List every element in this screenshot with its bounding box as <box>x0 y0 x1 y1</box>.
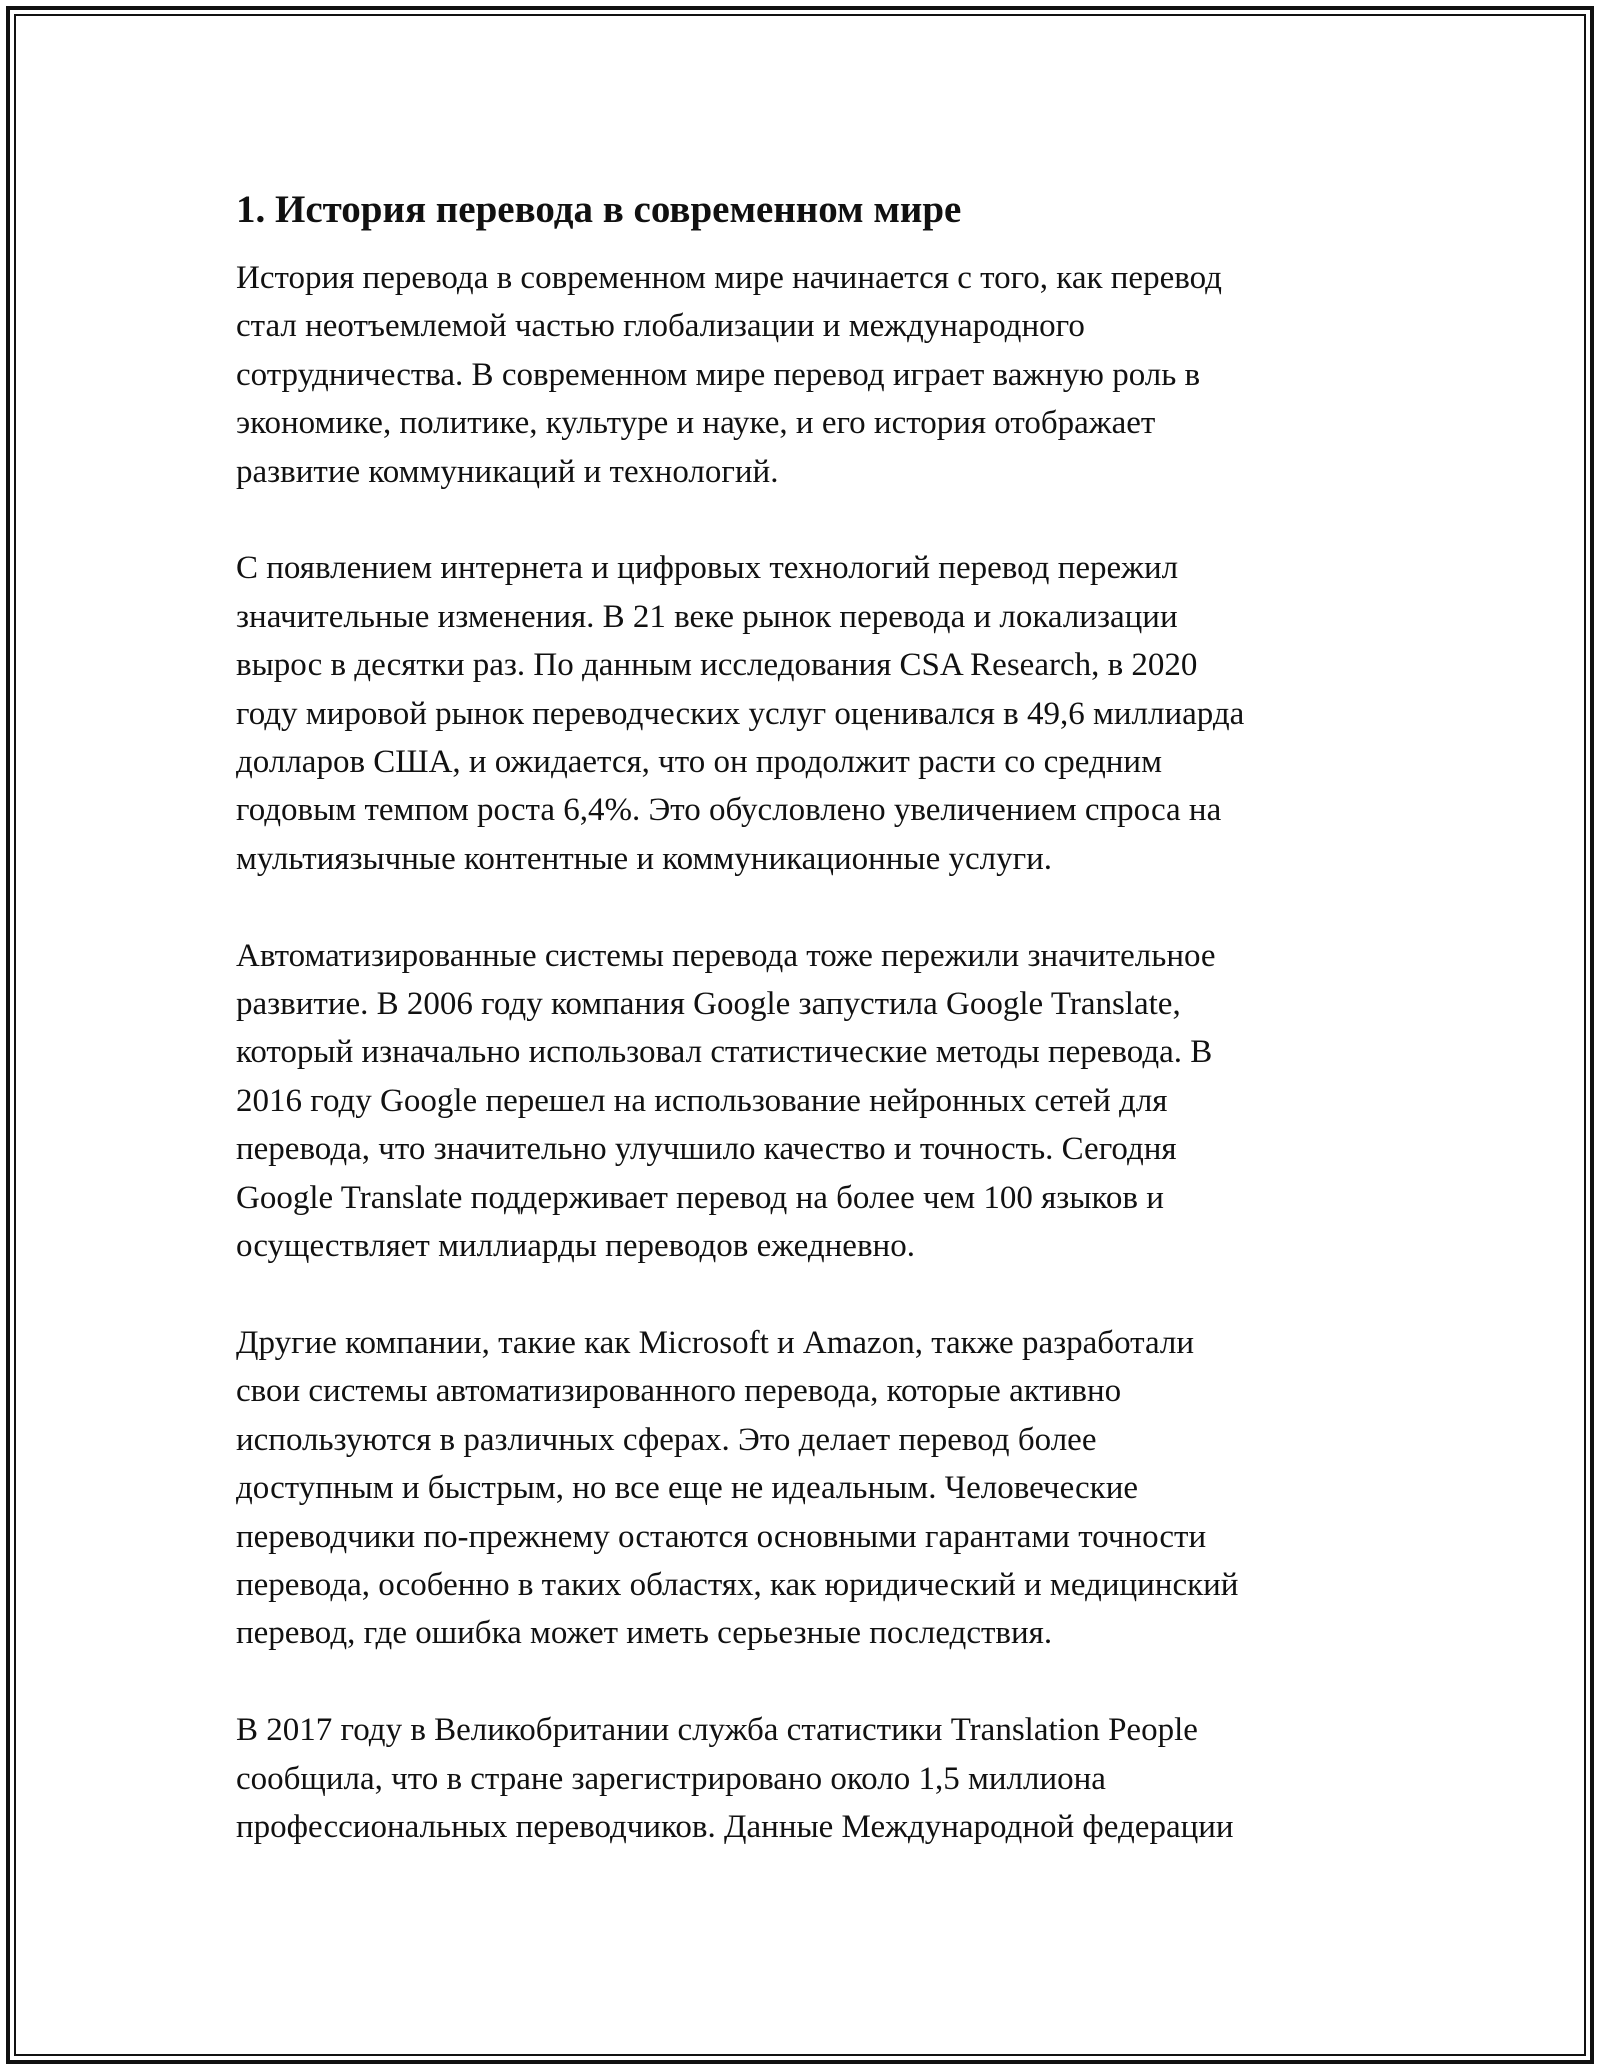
section-heading: 1. История перевода в современном мире <box>236 188 962 231</box>
text-line: используются в различных сферах. Это делает перевод более <box>236 1421 1097 1458</box>
paragraph-5 <box>236 1706 1366 1851</box>
text-line: перевода, что значительно улучшило качество и точность. Сегодня <box>236 1131 1177 1168</box>
text-line: свои системы автоматизированного перевода, которые активно <box>236 1373 1122 1410</box>
paragraph-2 <box>236 544 1366 883</box>
text-line: развитие. В 2006 году компания Google запустила Google Translate, <box>236 986 1181 1023</box>
text-line: Google Translate поддерживает перевод на более чем 100 языков и <box>236 1179 1164 1216</box>
text-line: сообщила, что в стране зарегистрировано около 1,5 миллиона <box>236 1760 1106 1797</box>
paragraph-3 <box>236 932 1366 1271</box>
text-line: долларов США, и ожидается, что он продолжит расти со средним <box>236 744 1162 781</box>
text-line: перевод, где ошибка может иметь серьезные последствия. <box>236 1615 1053 1652</box>
text-line: стал неотъемлемой частью глобализации и международного <box>236 308 1085 345</box>
text-line: Другие компании, такие как Microsoft и Amazon, также разработали <box>236 1324 1195 1361</box>
text-line: развитие коммуникаций и технологий. <box>236 453 779 490</box>
text-line: профессиональных переводчиков. Данные Международной федерации <box>236 1808 1234 1845</box>
text-line: вырос в десятки раз. По данным исследования CSA Research, в 2020 <box>236 647 1198 684</box>
document-body <box>236 186 1366 1851</box>
text-line: История перевода в современном мире начинается с того, как перевод <box>236 260 1222 296</box>
text-line: году мировой рынок переводческих услуг оценивался в 49,6 миллиарда <box>236 695 1245 732</box>
text-line: доступным и быстрым, но все еще не идеальным. Человеческие <box>236 1470 1139 1507</box>
text-line: 2016 году Google перешел на использование нейронных сетей для <box>236 1082 1168 1119</box>
text-line: значительные изменения. В 21 веке рынок перевода и локализации <box>236 598 1178 635</box>
paragraph-4 <box>236 1319 1366 1658</box>
text-line: сотрудничества. В современном мире перевод играет важную роль в <box>236 356 1201 393</box>
text-line: перевода, особенно в таких областях, как юридический и медицинский <box>236 1566 1239 1603</box>
text-line: экономике, политике, культуре и науке, и его история отображает <box>236 405 1156 442</box>
text-line: С появлением интернета и цифровых технологий перевод пережил <box>236 550 1179 587</box>
text-line: осуществляет миллиарды переводов ежедневно. <box>236 1228 915 1265</box>
text-line: переводчики по-прежнему остаются основными гарантами точности <box>236 1518 1207 1555</box>
text-line: В 2017 году в Великобритании служба статистики Translation People <box>236 1712 1198 1749</box>
text-line: Автоматизированные системы перевода тоже пережили значительное <box>236 937 1216 974</box>
text-line: годовым темпом роста 6,4%. Это обусловлено увеличением спроса на <box>236 792 1222 829</box>
text-line: который изначально использовал статистические методы перевода. В <box>236 1034 1213 1071</box>
paragraph-1 <box>236 254 1366 496</box>
text-line: мультиязычные контентные и коммуникационные услуги. <box>236 840 1053 877</box>
